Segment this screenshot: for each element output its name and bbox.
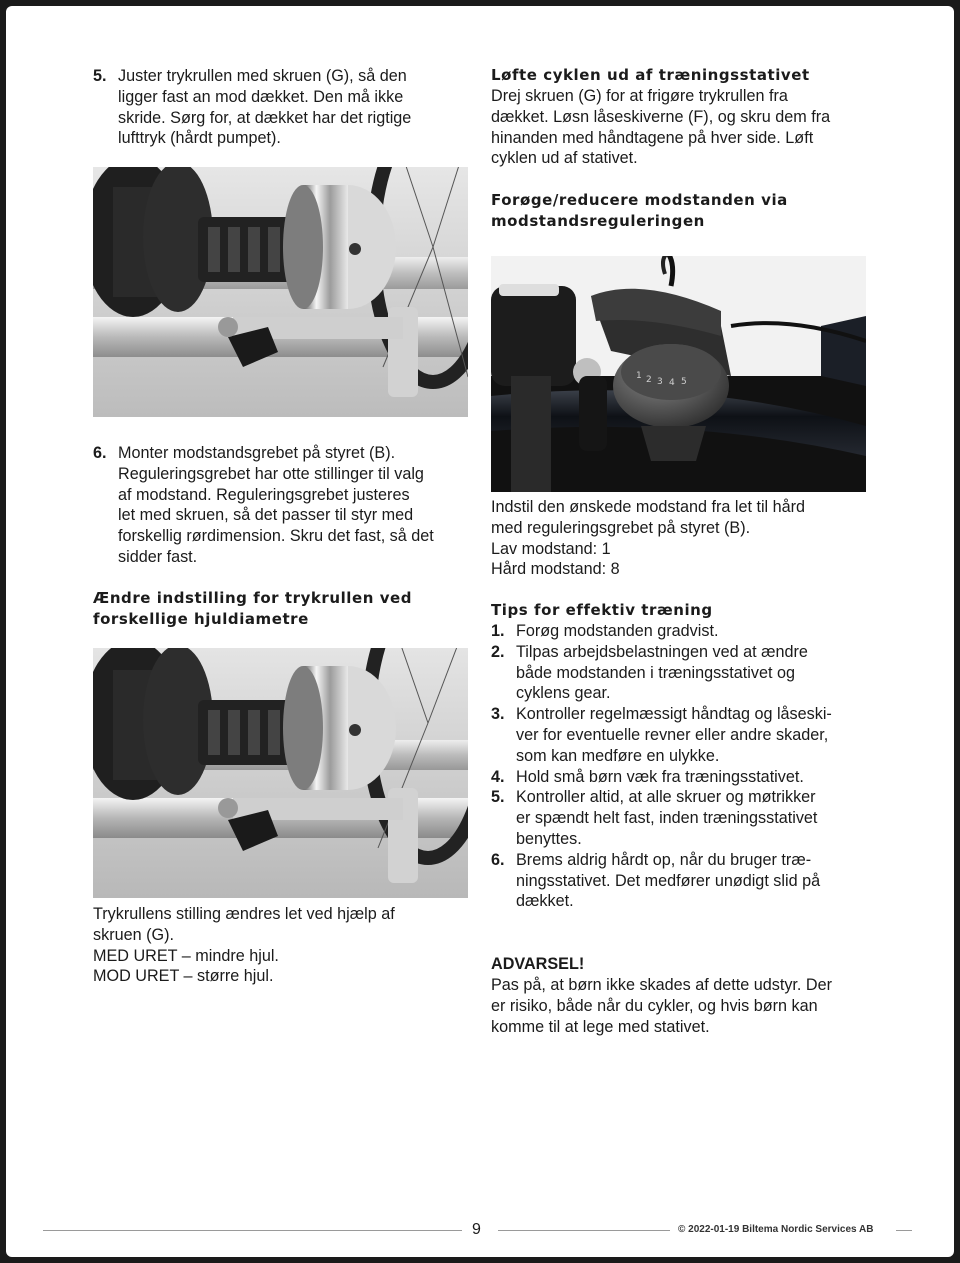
dial-number: 3 — [657, 377, 663, 387]
tip-line: ver for eventuelle revner eller andre skader, — [516, 725, 829, 744]
tip-number: 6. — [491, 850, 505, 869]
footer-rule-middle — [498, 1230, 670, 1231]
lift-bike-text — [491, 86, 876, 169]
tips-list — [491, 621, 881, 912]
step-6 — [93, 443, 478, 568]
caption-line: Trykrullens stilling ændres let ved hjælp af — [93, 905, 395, 923]
step-5-line: Juster trykrullen med skruen (G), så den — [118, 67, 407, 85]
step-6-line: af modstand. Reguleringsgrebet justeres — [118, 485, 410, 504]
step-6-number: 6. — [93, 444, 107, 462]
warning-title: ADVARSEL! — [491, 955, 585, 973]
dial-number: 1 — [636, 371, 642, 381]
warning-line: Pas på, at børn ikke skades af dette udstyr. Der — [491, 976, 833, 994]
tip-line: både modstanden i træningsstativet og — [516, 663, 795, 682]
heading-line: Ændre indstilling for trykrullen ved — [93, 589, 413, 607]
manual-page — [6, 6, 954, 1257]
footer-rule-left — [43, 1230, 462, 1231]
step-6-line: Monter modstandsgrebet på styret (B). — [118, 444, 396, 462]
heading-tips: Tips for effektiv træning — [491, 601, 713, 619]
step-5-line: lufttryk (hårdt pumpet). — [118, 129, 281, 148]
tip-line: cyklens gear. — [516, 684, 611, 703]
tip-line: Brems aldrig hårdt op, når du bruger træ- — [516, 850, 812, 869]
heading-lift-bike: Løfte cyklen ud af træningsstativet — [491, 66, 810, 84]
step-5-line: ligger fast an mod dækket. Den må ikke — [118, 87, 404, 106]
footer-rule-right — [896, 1230, 912, 1231]
heading-line: modstandsreguleringen — [491, 212, 705, 230]
caption-line: MED URET – mindre hjul. — [93, 946, 279, 965]
copyright: © 2022-01-19 Biltema Nordic Services AB — [678, 1224, 874, 1235]
tip-number: 3. — [491, 705, 505, 724]
lift-line: dækket. Løsn låseskiverne (F), og skru dem fra — [491, 107, 831, 126]
warning-text — [491, 975, 876, 1037]
tip-line: dækket. — [516, 892, 574, 911]
step-6-line: forskellig rørdimension. Skru det fast, så det — [118, 527, 434, 546]
resist-line: Lav modstand: 1 — [491, 539, 611, 558]
resistance-text — [491, 497, 876, 580]
heading-resistance — [491, 190, 876, 232]
tip-line: Kontroller regelmæssigt håndtag og låseski- — [516, 705, 832, 724]
warning-line: komme til at lege med stativet. — [491, 1017, 710, 1036]
step-5 — [93, 66, 478, 149]
heading-roller-setting — [93, 588, 478, 630]
tip-number: 4. — [491, 767, 505, 786]
caption-line: skruen (G). — [93, 925, 174, 944]
heading-line: forskellige hjuldiametre — [93, 610, 309, 628]
tip-number: 2. — [491, 642, 505, 661]
step-5-line: skride. Sørg for, at dækket har det rigtige — [118, 108, 412, 127]
warning-line: er risiko, både når du cykler, og hvis børn kan — [491, 996, 818, 1015]
tip-item — [491, 704, 881, 766]
resist-line: Indstil den ønskede modstand fra let til hård — [491, 498, 806, 516]
dial-number: 2 — [646, 375, 652, 385]
heading-line: Forøge/reducere modstanden via — [491, 191, 788, 209]
tip-item — [491, 767, 881, 788]
dial-number: 5 — [681, 377, 687, 387]
tip-line: som kan medføre en ulykke. — [516, 746, 720, 765]
resistance-lever-photo — [491, 256, 866, 492]
step-6-line: sidder fast. — [118, 547, 198, 566]
lift-line: Drej skruen (G) for at frigøre trykrullen fra — [491, 87, 788, 105]
caption-line: MOD URET – større hjul. — [93, 967, 274, 986]
tip-number: 1. — [491, 622, 505, 640]
tip-line: er spændt helt fast, inden træningsstativet — [516, 809, 818, 828]
roller-photo-1 — [93, 167, 468, 417]
step-6-line: Reguleringsgrebet har otte stillinger til valg — [118, 464, 424, 483]
tip-line: Forøg modstanden gradvist. — [516, 622, 719, 640]
page-number: 9 — [472, 1221, 481, 1238]
tip-item — [491, 642, 881, 704]
tip-item — [491, 850, 881, 912]
roller-photo-2 — [93, 648, 468, 898]
tip-line: Hold små børn væk fra træningsstativet. — [516, 767, 804, 786]
resist-line: Hård modstand: 8 — [491, 560, 620, 579]
lift-line: cyklen ud af stativet. — [491, 149, 638, 168]
tip-item — [491, 621, 881, 642]
tip-line: Tilpas arbejdsbelastningen ved at ændre — [516, 642, 808, 661]
tip-line: ningsstativet. Det medfører unødigt slid på — [516, 871, 821, 890]
lift-line: hinanden med håndtagene på hver side. Løft — [491, 128, 814, 147]
tip-number: 5. — [491, 788, 505, 807]
tip-item — [491, 787, 881, 849]
tip-line: Kontroller altid, at alle skruer og møtrikker — [516, 788, 816, 807]
roller-caption — [93, 904, 478, 987]
tip-line: benyttes. — [516, 829, 582, 848]
dial-number: 4 — [669, 378, 675, 388]
step-6-line: let med skruen, så det passer til styr med — [118, 506, 414, 525]
resist-line: med reguleringsgrebet på styret (B). — [491, 518, 751, 537]
step-5-number: 5. — [93, 67, 107, 85]
